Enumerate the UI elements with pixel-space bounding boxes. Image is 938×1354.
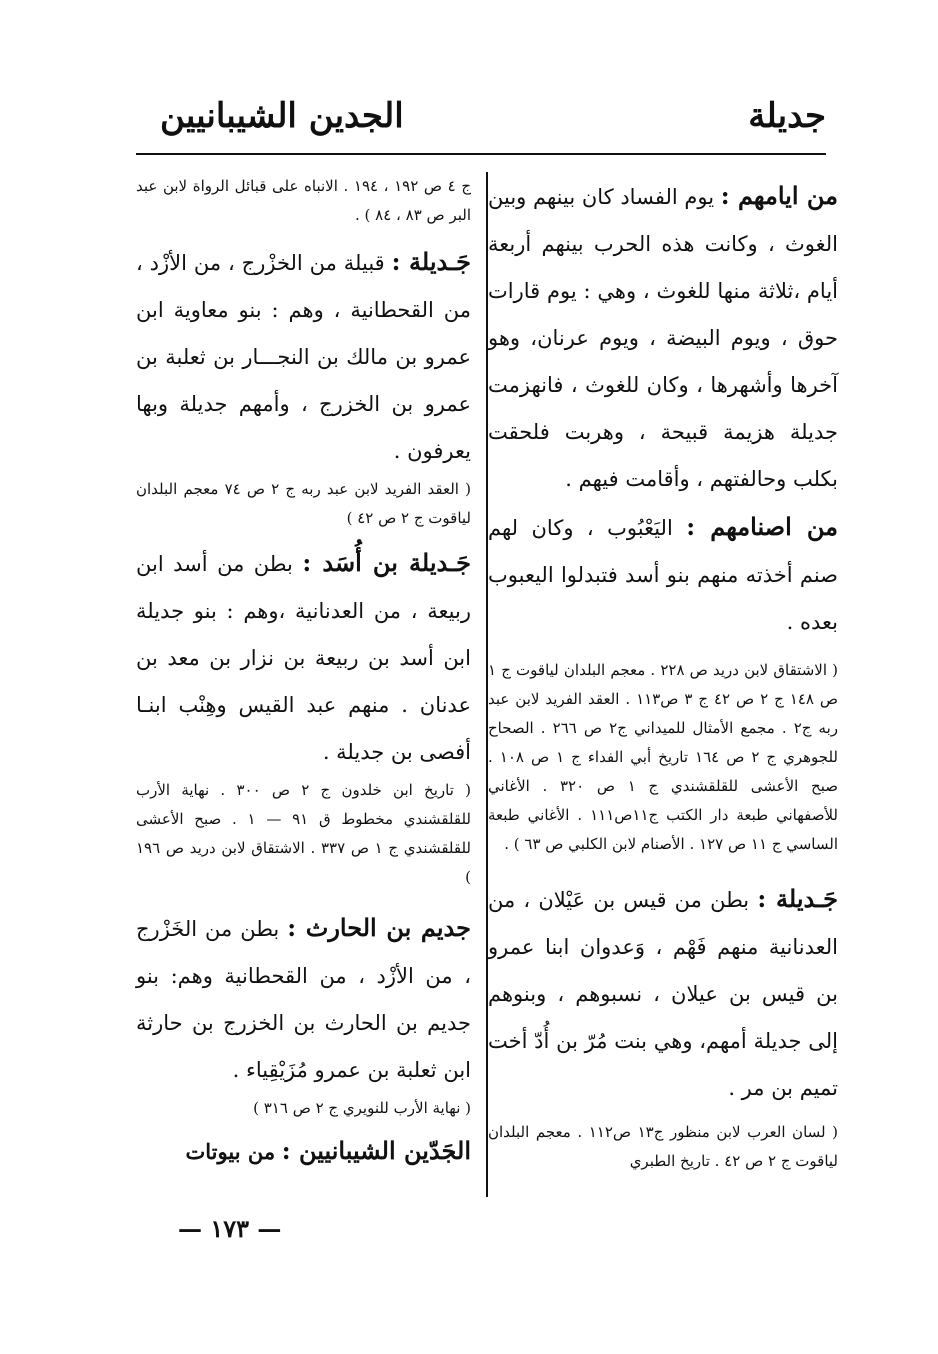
header-rule — [136, 153, 826, 155]
entry-heading: جَـديلة : — [757, 884, 839, 913]
entry-text: قبيلة من الخزْرج ، من الأزْد ، من القحطانية ، وهم : بنو معاوية ابن عمرو بن مالك بن النجـــار بن ثعلبة بن عمرو بن الخزرج ، وأمهم جديلة وبها يعرفون . — [136, 251, 471, 463]
entry-heading: الجَدّين الشيبانيين : — [281, 1136, 471, 1165]
entry-text: بطن من الخَزْرج ، من الأزْد ، من القحطانية وهم: بنو جديم بن الحارث بن الخزرج بن حارثة ابن ثعلبة بن عمرو مُزَيْقِياء . — [136, 917, 471, 1082]
page-number: — ١٧٣ — — [178, 1214, 282, 1243]
running-head-right: جديلة — [748, 96, 826, 136]
entry-paragraph — [136, 238, 471, 475]
entry-paragraph — [488, 875, 838, 1112]
right-column — [488, 172, 838, 1176]
entry-text: يوم الفساد كان بينهم وبين الغوث ، وكانت هذه الحرب بينهم أربعة أيام ،ثلاثة منها للغوث ، وهي : يوم قارات حوق ، ويوم البيضة ، ويوم عرنان، وهو آخرها وأشهرها ، وكان للغوث ، فانهزمت جديلة هزيمة قبيحة ، وهربت فلحقت بكلب وحالفتهم ، وأقامت فيهم . — [488, 185, 838, 491]
source-citation: ( العقد الفريد لابن عبد ربه ج ٢ ص ٧٤ معجم البلدان لياقوت ج ٢ ص ٤٢ ) — [136, 480, 471, 527]
entry-paragraph — [136, 539, 471, 776]
running-head-left: الجدين الشيبانيين — [160, 96, 404, 136]
entry-paragraph — [488, 172, 838, 503]
entry-text: اليَعْبُوب ، وكان لهم صنم أخذته منهم بنو أسد فتبدلوا اليعبوب بعده . — [488, 516, 838, 634]
entry-heading: من ايامهم : — [720, 181, 838, 210]
source-citation: ج ٤ ص ١٩٢ ، ١٩٤ . الانباه على قبائل الرواة لابن عبد البر ص ٨٣ ، ٨٤ ) . — [136, 177, 472, 224]
source-citation: ( الاشتقاق لابن دريد ص ٢٢٨ . معجم البلدان لياقوت ج ١ ص ١٤٨ ج ٢ ص ٤٢ ج ٣ ص١١٣ . العقد الفريد لابن عبد ربه ج٢ . مجمع الأمثال للميداني ج٢ ص ٢٦٦ . الصحاح للجوهري ج ٢ ص ١٦٤ تاريخ أبي الفداء ج ١ ص ١٠٨ . صبح الأعشى للقلقشندي ج ١ ص ٣٢٠ . الأغاني للأصفهاني طبعة دار الكتب ج١١ص١١١ . الأغاني طبعة الساسي ج ١١ ص ١٢٧ . الأصنام لابن الكلبي ص ٦٣ ) . — [488, 661, 839, 853]
entry-heading: من اصنامهم : — [686, 512, 838, 541]
entry-text: بطن من قيس بن عَيْلان ، من العدنانية منهم فَهْم ، وَعدوان ابنا عمرو بن قيس بن عيلان ، نسبوهم ، وبنوهم إلى جديلة أمهم، وهي بنت مُرّ بن أُدّ أخت تميم بن مر . — [488, 888, 838, 1100]
left-column — [136, 172, 471, 1176]
entry-paragraph — [488, 503, 838, 646]
source-citation: ( تاريخ ابن خلدون ج ٢ ص ٣٠٠ . نهاية الأرب للقلقشندي مخطوط ق ٩١ — ١ . صبح الأعشى للقلقشندي ج ١ ص ٣٣٧ . الاشتقاق لابن دريد ص ١٩٦ ) — [136, 781, 472, 886]
entry-heading: جَـديلة بن أُسَد : — [302, 548, 471, 577]
source-citation: ( لسان العرب لابن منظور ج١٣ ص١١٢ . معجم البلدان لياقوت ج ٢ ص ٤٢ . تاريخ الطبري — [488, 1123, 839, 1170]
entry-heading: جَـديلة : — [391, 247, 471, 276]
source-citation: ( نهاية الأرب للنويري ج ٢ ص ٣١٦ ) — [253, 1099, 471, 1117]
entry-paragraph — [136, 904, 471, 1094]
entry-text: بطن من أسد ابن ربيعة ، من العدنانية ،وهم : بنو جديلة ابن أسد بن ربيعة بن نزار بن معد بن عدنان . منهم عبد القيس وهِنْب ابنـا أفصى بن جديلة . — [136, 552, 471, 764]
entry-paragraph — [136, 1127, 471, 1176]
entry-heading: جديم بن الحارث : — [287, 913, 471, 942]
entry-text: من بيوتات — [185, 1139, 276, 1164]
